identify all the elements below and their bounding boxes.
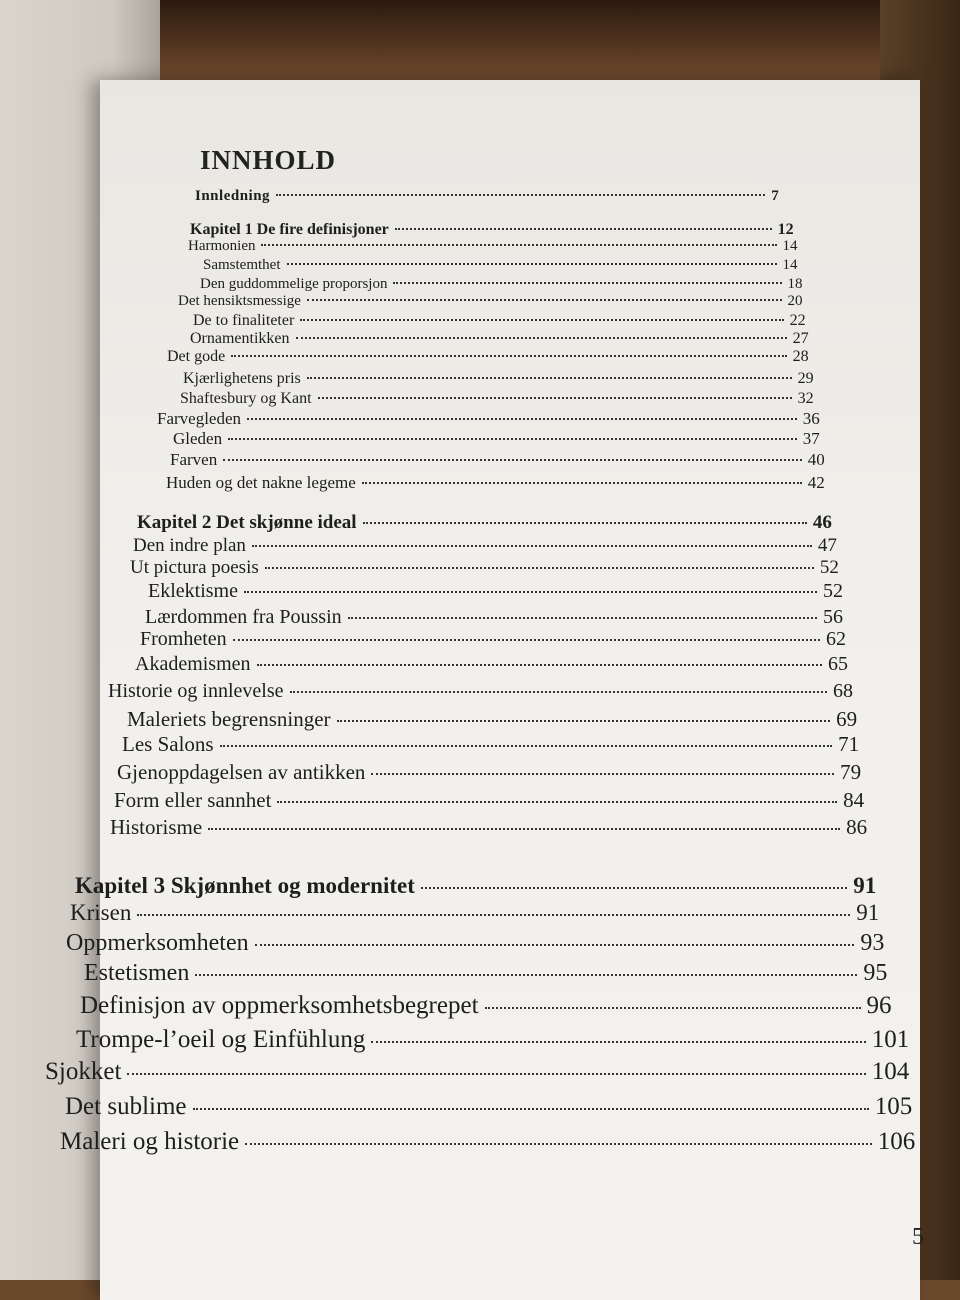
toc-entry	[183, 370, 814, 388]
toc-entry-page: 106	[877, 1128, 916, 1155]
toc-entry	[167, 348, 809, 366]
toc-entry-page: 91	[853, 873, 877, 898]
toc-entry-title: Det hensiktsmessige	[178, 293, 301, 309]
toc-entry-page: 68	[833, 680, 853, 702]
toc-entry-title: Historie og innlevelse	[108, 680, 284, 702]
toc-entry-page: 12	[777, 221, 794, 238]
toc-entry	[70, 900, 879, 926]
toc-entry	[80, 992, 892, 1020]
toc-entry-title: Oppmerksomheten	[66, 930, 249, 956]
toc-entry-title: Maleri og historie	[60, 1128, 240, 1155]
toc-entry-page: 32	[797, 390, 814, 407]
toc-entry-title: Huden og det nakne legeme	[166, 473, 356, 492]
toc-entry-page: 56	[823, 606, 843, 628]
toc-entry-page: 62	[826, 628, 846, 650]
toc-entry-title: Det sublime	[65, 1093, 187, 1120]
dot-leader	[127, 1073, 865, 1075]
dot-leader	[245, 1143, 872, 1145]
toc-entry-title: Kjærlighetens pris	[183, 370, 301, 387]
toc-entry	[60, 1128, 915, 1156]
toc-entry-title: Gjenoppdagelsen av antikken	[117, 760, 366, 784]
toc-entry-title: Historisme	[110, 815, 203, 839]
toc-entry-page: 86	[846, 815, 868, 839]
dot-leader	[395, 228, 772, 230]
dot-leader	[362, 482, 802, 484]
toc-entry-title: Harmonien	[188, 238, 256, 254]
toc-entry	[137, 512, 832, 534]
dot-leader	[348, 617, 817, 619]
toc-entry-title: Akademismen	[135, 653, 251, 675]
toc-entry-page: 42	[807, 473, 825, 492]
toc-entry-title: Lærdommen fra Poussin	[145, 606, 342, 628]
toc-entry-page: 27	[792, 330, 809, 347]
toc-entry-page: 28	[792, 348, 809, 365]
dot-leader	[337, 720, 831, 722]
toc-entry-title: Farven	[170, 450, 218, 469]
toc-entry-page: 18	[787, 276, 803, 292]
dot-leader	[265, 567, 814, 569]
toc-entry-title: Form eller sannhet	[114, 788, 272, 812]
toc-entry-page: 95	[863, 960, 888, 986]
toc-entry-page: 29	[797, 370, 814, 387]
toc-entry-title: Trompe-l’oeil og Einfühlung	[76, 1026, 366, 1053]
toc-entry-page: 69	[836, 707, 858, 731]
dot-leader	[421, 887, 847, 889]
dot-leader	[137, 914, 850, 916]
dot-leader	[223, 459, 801, 461]
dot-leader	[290, 691, 827, 693]
toc-entry-title: Ut pictura poesis	[130, 557, 259, 578]
dot-leader	[363, 522, 807, 524]
dot-leader	[318, 397, 792, 399]
toc-entry-page: 84	[843, 788, 865, 812]
toc-entry-page: 14	[782, 257, 798, 273]
toc-entry	[66, 930, 884, 957]
toc-entry	[75, 873, 876, 899]
toc-entry	[130, 557, 839, 579]
toc-entry	[180, 390, 814, 408]
toc-entry-page: 91	[856, 900, 880, 925]
dot-leader	[247, 418, 797, 420]
toc-entry	[140, 628, 846, 651]
toc-entry-title: Det gode	[167, 348, 226, 365]
toc-entry-title: Les Salons	[122, 732, 214, 756]
page-number: 5	[912, 1224, 924, 1250]
toc-entry	[145, 606, 843, 629]
toc-entry	[127, 707, 857, 732]
dot-leader	[393, 282, 781, 284]
dot-leader	[307, 299, 782, 301]
dot-leader	[228, 438, 797, 440]
toc-entry-page: 36	[802, 409, 820, 428]
toc-entry	[65, 1093, 912, 1121]
toc-entry	[135, 653, 848, 676]
toc-entry-page: 37	[802, 429, 820, 448]
dot-leader	[231, 355, 786, 357]
toc-entry-page: 65	[828, 653, 848, 675]
page-title: INNHOLD	[200, 145, 337, 175]
toc-entry-title: Den guddommelige proporsjon	[200, 276, 388, 292]
toc-entry	[76, 1026, 909, 1054]
toc-entry-title: Gleden	[173, 429, 223, 448]
toc-entry-title: Kapitel 1 De fire definisjoner	[190, 221, 389, 238]
toc-entry-title: Estetismen	[84, 960, 190, 986]
dot-leader	[193, 1108, 869, 1110]
toc-entry	[148, 580, 843, 603]
dot-leader	[371, 1041, 865, 1043]
toc-entry	[122, 732, 859, 757]
dot-leader	[277, 801, 837, 803]
toc-entry	[190, 330, 809, 348]
toc-entry	[114, 788, 864, 813]
dot-leader	[257, 664, 822, 666]
toc-entry	[200, 276, 803, 293]
dot-leader	[307, 377, 792, 379]
toc-entry	[45, 1058, 909, 1086]
toc-entry-page: 79	[840, 760, 862, 784]
toc-entry	[170, 450, 825, 470]
toc-entry	[108, 680, 853, 703]
toc-entry-page: 7	[771, 188, 780, 204]
toc-entry-page: 93	[860, 930, 885, 956]
toc-entry-page: 22	[789, 312, 806, 329]
toc-entry-page: 46	[812, 512, 832, 533]
dot-leader	[252, 545, 812, 547]
dot-leader	[261, 244, 776, 246]
toc-entry-title: Shaftesbury og Kant	[180, 390, 312, 407]
toc-entry-title: Maleriets begrensninger	[127, 707, 331, 731]
toc-entry-page: 71	[838, 732, 860, 756]
dot-leader	[485, 1007, 861, 1009]
toc-entry	[133, 535, 837, 557]
dot-leader	[371, 773, 834, 775]
dot-leader	[287, 263, 777, 265]
toc-entry	[203, 257, 798, 274]
toc-entry-title: Sjokket	[45, 1058, 122, 1085]
dot-leader	[208, 828, 840, 830]
toc-entry-page: 14	[782, 238, 798, 254]
toc-entry-title: Den indre plan	[133, 535, 246, 556]
toc-entry-page: 101	[871, 1026, 910, 1053]
dot-leader	[220, 745, 833, 747]
toc-entry-title: Krisen	[70, 900, 132, 925]
toc-entry	[157, 409, 820, 429]
toc-entry-title: Kapitel 3 Skjønnhet og modernitet	[75, 873, 415, 898]
toc-entry	[110, 815, 867, 840]
toc-entry-page: 105	[874, 1093, 913, 1120]
toc-entry-title: Fromheten	[140, 628, 227, 650]
toc-entry-page: 52	[819, 557, 839, 578]
toc-entry	[166, 473, 825, 493]
dot-leader	[195, 974, 857, 976]
toc-entry-title: Eklektisme	[148, 580, 238, 602]
dot-leader	[300, 319, 783, 321]
toc-entry-page: 20	[787, 293, 803, 309]
toc-entry-page: 96	[866, 992, 892, 1019]
dot-leader	[255, 944, 855, 946]
toc-entry-title: Samstemthet	[203, 257, 281, 273]
toc-entry-title: De to finaliteter	[193, 312, 295, 329]
dot-leader	[296, 337, 787, 339]
toc-entry-page: 52	[823, 580, 843, 602]
toc-entry	[190, 221, 794, 239]
toc-entry	[117, 760, 861, 785]
toc-entry-title: Definisjon av oppmerksomhetsbegrepet	[80, 992, 479, 1019]
toc-entry-title: Innledning	[195, 188, 271, 204]
toc-entry	[195, 188, 779, 205]
toc-entry-page: 47	[817, 535, 837, 556]
toc-entry	[178, 293, 803, 310]
toc-entry	[173, 429, 820, 449]
toc-entry	[188, 238, 798, 255]
dot-leader	[244, 591, 817, 593]
toc-entry-page: 104	[871, 1058, 910, 1085]
toc-entry-title: Kapitel 2 Det skjønne ideal	[137, 512, 357, 533]
dot-leader	[276, 194, 765, 196]
toc-entry-page: 40	[807, 450, 825, 469]
toc-entry	[84, 960, 887, 987]
dot-leader	[233, 639, 820, 641]
toc-entry	[193, 312, 806, 330]
toc-entry-title: Farvegleden	[157, 409, 242, 428]
toc-entry-title: Ornamentikken	[190, 330, 290, 347]
